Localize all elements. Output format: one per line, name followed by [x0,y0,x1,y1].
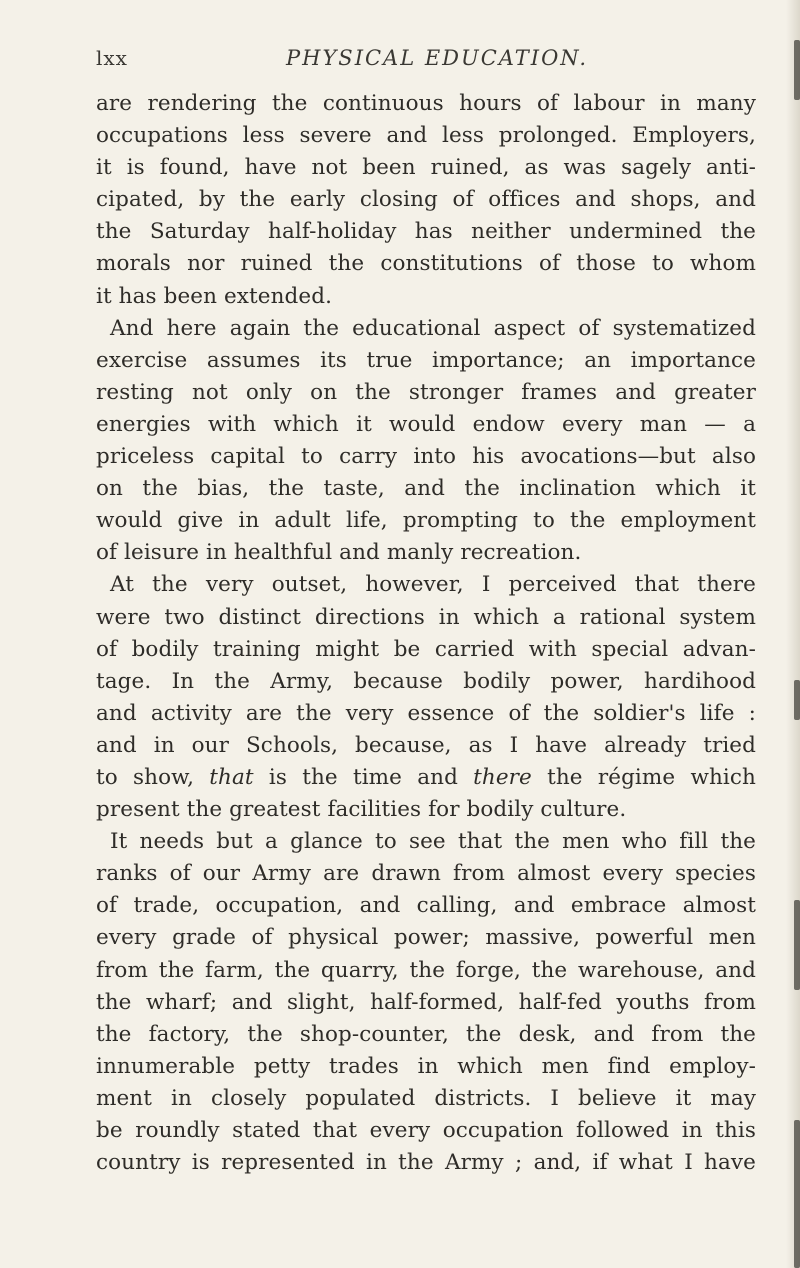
text-line: the wharf; and slight, half-formed, half-fed youths from [96,989,756,1015]
text-segment: the régime which [547,764,756,790]
edge-mark [794,900,800,990]
text-line: it has been extended. [96,283,333,309]
text-line: tage. In the Army, because bodily power, hardihood [96,668,756,694]
text-line: And here again the educational aspect of systematized [110,315,756,341]
text-line: the factory, the shop-counter, the desk, and from the [96,1021,756,1047]
text-line: present the greatest facilities for bodily culture. [96,797,627,823]
text-line: and activity are the very essence of the soldier's life : [96,700,756,726]
text-line: priceless capital to carry into his avocations—but also [96,444,756,470]
text-line: the Saturday half-holiday has neither undermined the [96,219,756,245]
text-line: ment in closely populated districts. I believe it may [96,1085,756,1111]
text-line: exercise assumes its true importance; an importance [96,347,756,373]
text-segment: to show, [96,764,195,790]
text-line: occupations less severe and less prolonged. Employers, [96,123,756,149]
text-line: energies with which it would endow every man — a [96,411,756,437]
edge-mark [794,680,800,720]
text-line: of trade, occupation, and calling, and embrace almost [96,893,756,919]
text-segment: is the time and [268,764,458,790]
running-title: PHYSICAL EDUCATION. [286,46,589,70]
text-line: It needs but a glance to see that the men who fill the [110,829,756,855]
text-line: country is represented in the Army ; and, if what I have [96,1150,756,1176]
edge-mark [794,1120,800,1268]
page-number: lxx [96,46,128,70]
text-line: be roundly stated that every occupation followed in this [96,1118,756,1143]
text-line: would give in adult life, prompting to the employment [96,508,756,534]
text-line: were two distinct directions in which a rational system [96,604,756,630]
text-line: morals nor ruined the constitutions of those to whom [96,251,756,277]
emphasis-that: that [209,764,254,790]
text-line: on the bias, the taste, and the inclination which it [96,476,756,502]
text-line [96,762,756,794]
page-edge-marks [790,0,800,1268]
edge-mark [794,40,800,100]
text-line: ranks of our Army are drawn from almost every species [96,861,756,887]
text-line: every grade of physical power; massive, powerful men [96,925,756,951]
text-line: At the very outset, however, I perceived that there [110,572,756,598]
text-line: of bodily training might be carried with special advan- [96,636,756,662]
text-line: cipated, by the early closing of offices and shops, and [96,187,756,213]
text-line: innumerable petty trades in which men find employ- [96,1053,756,1079]
body-text [96,88,756,1179]
text-line: it is found, have not been ruined, as was sagely anti- [96,155,756,181]
text-line: of leisure in healthful and manly recreation. [96,540,582,566]
text-line: resting not only on the stronger frames and greater [96,379,756,405]
emphasis-there: there [473,764,532,790]
text-line: and in our Schools, because, as I have already tried [96,732,756,758]
page-header [66,46,746,76]
text-line: from the farm, the quarry, the forge, the warehouse, and [96,957,756,983]
text-line: are rendering the continuous hours of labour in many [96,91,756,116]
